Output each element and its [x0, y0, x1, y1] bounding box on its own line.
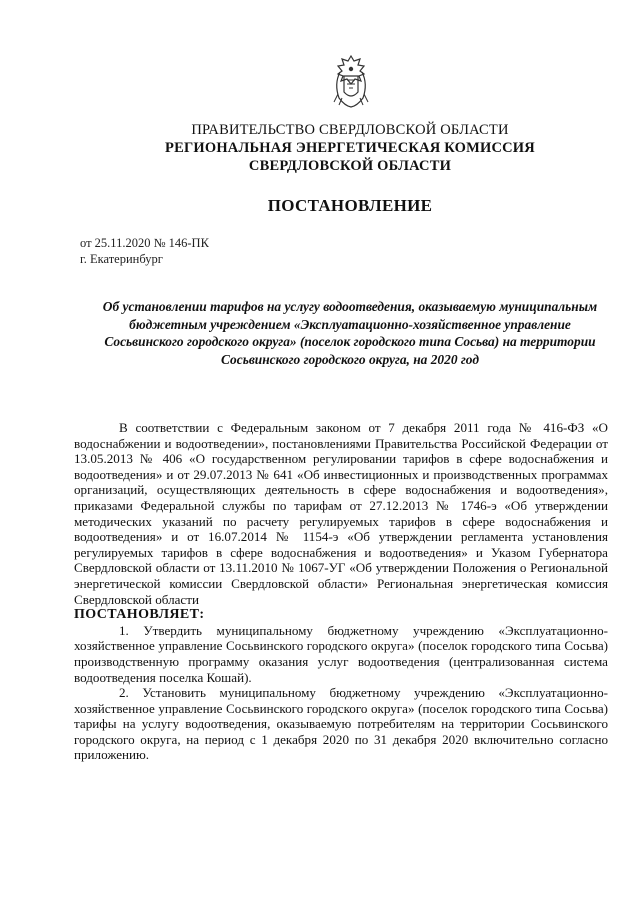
- preamble-paragraph: В соответствии с Федеральным законом от 7 декабря 2011 года № 416-ФЗ «О водоснабжении и водоотведении», постановлениями Правительства Российской Федерации от 13.05.2013 № 406 «О государственном регулировании тарифов в сфере водоснабжения и водоотведения» и от 29.07.2013 № 641 «Об инвестиционных и производственных программах организаций, осуществляющих деятельность в сфере водоснабжения и водоотведения», приказами Федеральной службы по тарифам от 27.12.2013 № 1746-э «Об утверждении методических указаний по расчету регулируемых тарифов в сфере водоснабжения и водоотведения» и от 16.07.2014 № 1154-э «Об утверждении регламента установления регулируемых тарифов в сфере водоснабжения и водоотведения» и Указом Губернатора Свердловской области от 13.11.2010 № 1067-УГ «Об утверждении Положения о Региональной энергетической комиссии Свердловской области» Региональная энергетическая комиссия Свердловской области: [74, 420, 608, 607]
- document-subject: Об установлении тарифов на услугу водоотведения, оказываемую муниципальным бюджетным учреждением «Эксплуатационно-хозяйственное управление Сосьвинского городского округа» (поселок городского типа Сосьва) на территории Сосьвинского городского округа, на 2020 год: [102, 299, 598, 367]
- organization-line-2: РЕГИОНАЛЬНАЯ ЭНЕРГЕТИЧЕСКАЯ КОМИССИЯ: [165, 140, 535, 156]
- document-place: г. Екатеринбург: [80, 252, 163, 266]
- document-type-title: ПОСТАНОВЛЕНИЕ: [267, 196, 433, 215]
- document-body: [74, 420, 608, 763]
- coat-of-arms-icon: [330, 54, 372, 108]
- document-date-number: от 25.11.2020 № 146-ПК: [80, 236, 209, 250]
- organization-line-1: ПРАВИТЕЛЬСТВО СВЕРДЛОВСКОЙ ОБЛАСТИ: [191, 122, 509, 138]
- item-1-paragraph: 1. Утвердить муниципальному бюджетному учреждению «Эксплуатационно-хозяйственное управление Сосьвинского городского округа» (поселок городского типа Сосьва) производственную программу оказания услуг водоотведения (централизованная система водоотведения поселка Кошай).: [74, 622, 608, 685]
- organization-line-3: СВЕРДЛОВСКОЙ ОБЛАСТИ: [248, 158, 452, 174]
- resolves-heading: ПОСТАНОВЛЯЕТ:: [74, 607, 205, 623]
- item-2-paragraph: 2. Установить муниципальному бюджетному учреждению «Эксплуатационно-хозяйственное управление Сосьвинского городского округа» (поселок городского типа Сосьва) тарифы на услугу водоотведения, оказываемую потребителям на территории Сосьвинского городского округа, на период с 1 декабря 2020 по 31 декабря 2020 включительно согласно приложению.: [74, 685, 608, 763]
